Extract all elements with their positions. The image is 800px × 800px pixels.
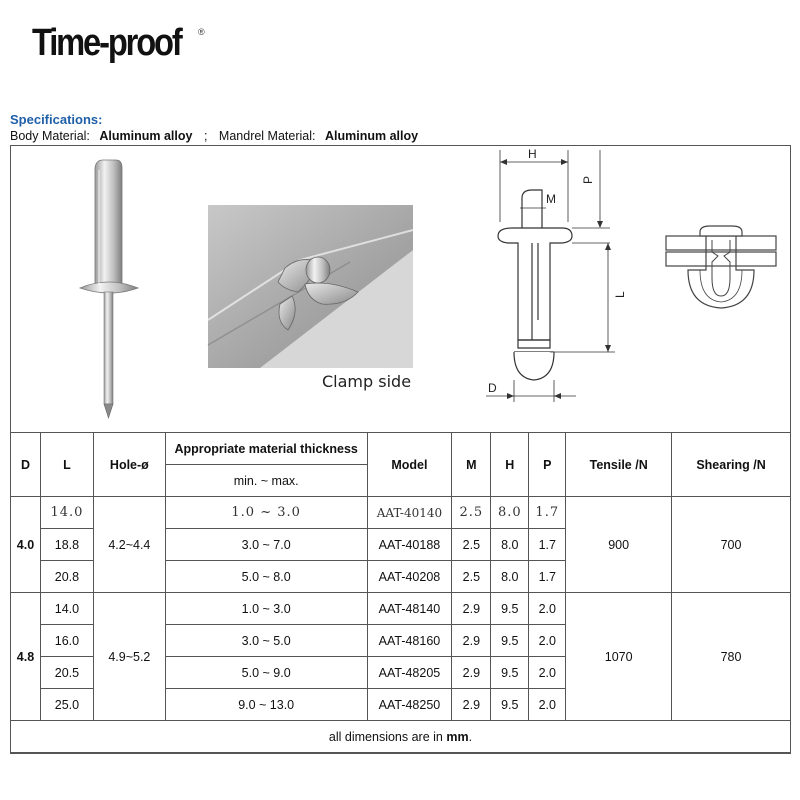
cell-model: AAT-48205: [367, 657, 452, 689]
header-thickness: Appropriate material thickness: [165, 433, 367, 465]
cell-h: 9.5: [491, 625, 529, 657]
header-m: M: [452, 433, 491, 497]
body-material-label: Body Material:: [10, 129, 90, 143]
cell-model: AAT-40208: [367, 561, 452, 593]
cell-m: 2.5: [452, 561, 491, 593]
dim-label-d: D: [488, 381, 497, 395]
header-tensile: Tensile /N: [566, 433, 672, 497]
cell-m: 2.5: [452, 529, 491, 561]
cell-l: 25.0: [40, 689, 93, 721]
cell-model: AAT-40140: [367, 497, 452, 529]
cell-m: 2.9: [452, 625, 491, 657]
spec-table: [10, 432, 791, 753]
mandrel-material-value: Aluminum alloy: [324, 129, 419, 143]
cell-thickness: 3.0 ~ 5.0: [165, 625, 367, 657]
installed-section-drawing: [666, 226, 776, 308]
table-row: [11, 593, 791, 625]
cell-model: AAT-48140: [367, 593, 452, 625]
header-thickness-sub: min. ~ max.: [165, 465, 367, 497]
rivet-photo: [80, 160, 138, 418]
clamp-side-photo: [208, 205, 413, 368]
cell-l: 16.0: [40, 625, 93, 657]
cell-model: AAT-40188: [367, 529, 452, 561]
cell-thickness: 1.0 ~ 3.0: [165, 593, 367, 625]
cell-hole: 4.2~4.4: [93, 497, 165, 593]
cell-l: 14.0: [40, 593, 93, 625]
dimensions-note: [11, 721, 791, 753]
cell-m: 2.5: [452, 497, 491, 529]
cell-l: 20.5: [40, 657, 93, 689]
cell-thickness: 5.0 ~ 8.0: [165, 561, 367, 593]
material-separator: ;: [203, 129, 208, 143]
cell-l: 20.8: [40, 561, 93, 593]
cell-h: 9.5: [491, 657, 529, 689]
header-model: Model: [367, 433, 452, 497]
header-hole: Hole-ø: [93, 433, 165, 497]
header-l: L: [40, 433, 93, 497]
cell-h: 8.0: [491, 561, 529, 593]
header-p: P: [529, 433, 566, 497]
dim-label-l: L: [613, 291, 627, 298]
cell-l: 14.0: [40, 497, 93, 529]
cell-p: 1.7: [529, 529, 566, 561]
cell-d: 4.0: [11, 497, 41, 593]
table-row: [11, 497, 791, 529]
dim-label-h: H: [528, 147, 537, 161]
cell-l: 18.8: [40, 529, 93, 561]
dimension-drawing: [486, 150, 615, 402]
brand-logo: Time-proof: [32, 22, 181, 64]
specifications-title: Specifications:: [10, 112, 103, 127]
cell-p: 2.0: [529, 657, 566, 689]
cell-m: 2.9: [452, 657, 491, 689]
header-h: H: [491, 433, 529, 497]
cell-tensile: 900: [566, 497, 672, 593]
cell-h: 9.5: [491, 593, 529, 625]
cell-d: 4.8: [11, 593, 41, 721]
cell-model: AAT-48250: [367, 689, 452, 721]
body-material-value: Aluminum alloy: [99, 129, 193, 143]
cell-h: 8.0: [491, 529, 529, 561]
header-shearing: Shearing /N: [672, 433, 791, 497]
dimensions-note-text: all dimensions are in: [328, 729, 447, 744]
cell-thickness: 3.0 ~ 7.0: [165, 529, 367, 561]
cell-thickness: 9.0 ~ 13.0: [165, 689, 367, 721]
cell-h: 9.5: [491, 689, 529, 721]
cell-thickness: 5.0 ~ 9.0: [165, 657, 367, 689]
cell-p: 2.0: [529, 593, 566, 625]
cell-p: 2.0: [529, 625, 566, 657]
mandrel-material-label: Mandrel Material:: [218, 129, 316, 143]
cell-tensile: 1070: [566, 593, 672, 721]
cell-shearing: 780: [672, 593, 791, 721]
cell-m: 2.9: [452, 689, 491, 721]
dimensions-unit: mm: [446, 729, 469, 744]
dim-label-p: P: [581, 175, 595, 184]
cell-p: 1.7: [529, 561, 566, 593]
cell-thickness: 1.0 ~ 3.0: [165, 497, 367, 529]
registered-mark: ®: [198, 27, 205, 37]
cell-hole: 4.9~5.2: [93, 593, 165, 721]
cell-h: 8.0: [491, 497, 529, 529]
header-d: D: [11, 433, 41, 497]
dim-label-m: M: [546, 192, 556, 206]
clamp-side-caption: Clamp side: [322, 372, 412, 391]
cell-model: AAT-48160: [367, 625, 452, 657]
dimensions-note-end: .: [468, 729, 473, 744]
cell-m: 2.9: [452, 593, 491, 625]
cell-shearing: 700: [672, 497, 791, 593]
cell-p: 2.0: [529, 689, 566, 721]
cell-p: 1.7: [529, 497, 566, 529]
